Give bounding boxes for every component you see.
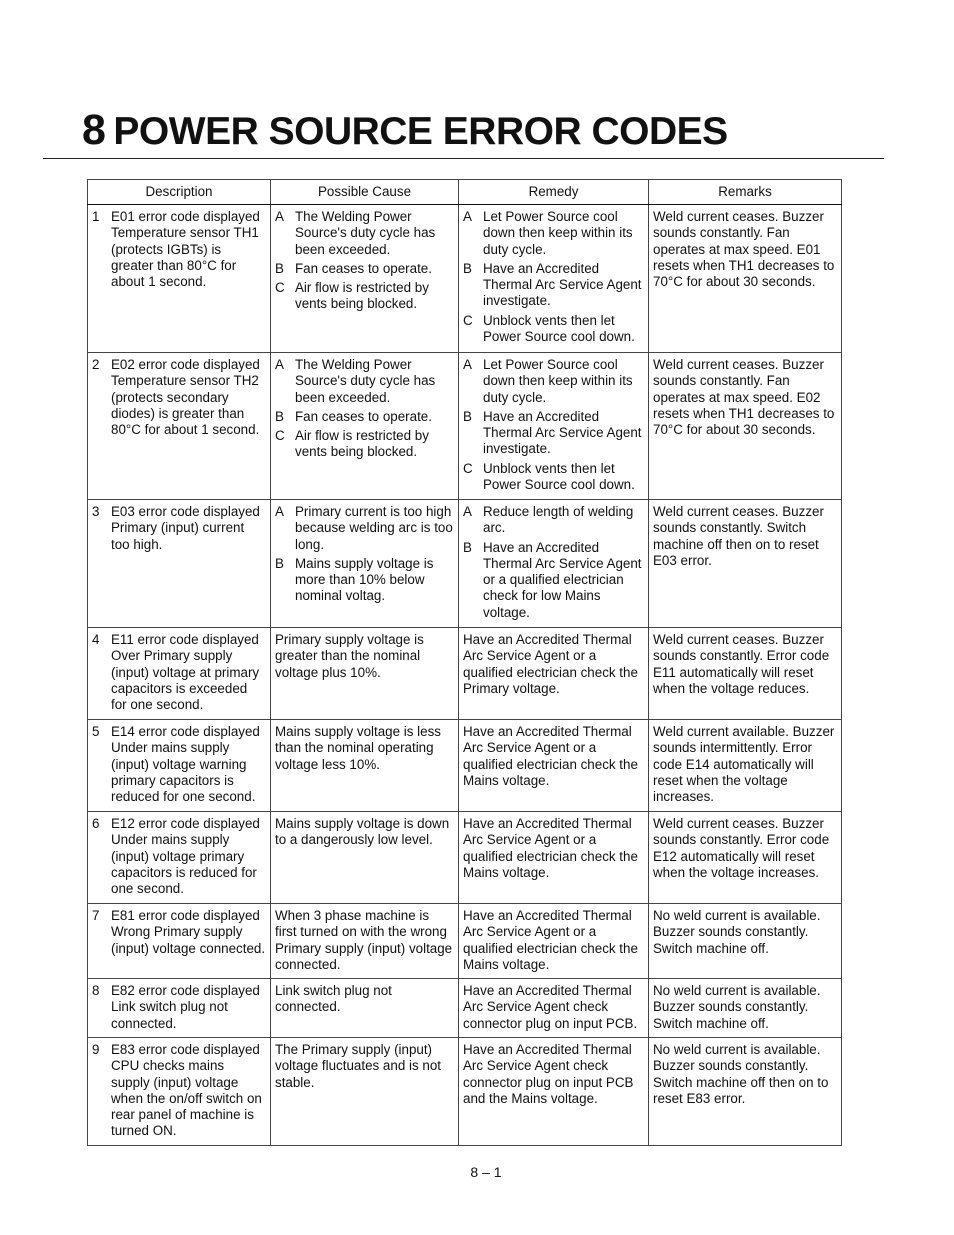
- remarks-text: Weld current ceases. Buzzer sounds constantly. Fan operates at max speed. E01 resets when TH1 decreases to 70°C for about 30 seconds.: [653, 209, 835, 290]
- heading-rule: [43, 158, 884, 159]
- remedy-cell: [459, 353, 649, 500]
- cause-cell: [271, 812, 459, 904]
- remedy-cell: [459, 205, 649, 353]
- row-number: 5: [92, 724, 100, 739]
- header-description: Description: [88, 180, 271, 205]
- table-row: [88, 812, 842, 904]
- item-letter: A: [275, 209, 284, 224]
- remedy-item: [463, 409, 644, 458]
- description-text: E01 error code displayed Temperature sensor TH1 (protects IGBTs) is greater than 80°C for about 1 second.: [111, 209, 260, 290]
- table-row: [88, 628, 842, 720]
- item-letter: A: [463, 504, 472, 519]
- description-cell: [88, 979, 271, 1038]
- row-number: 6: [92, 816, 100, 831]
- table-row: [88, 904, 842, 979]
- item-letter: C: [275, 280, 285, 296]
- item-text: Fan ceases to operate.: [295, 408, 432, 424]
- remedy-cell: [459, 500, 649, 628]
- remedy-cell: [459, 904, 649, 979]
- description-text: E82 error code displayed Link switch plug not connected.: [111, 983, 260, 1031]
- page-title: [82, 104, 728, 158]
- item-letter: B: [275, 260, 284, 276]
- row-number: 8: [92, 983, 100, 998]
- item-text: Unblock vents then let Power Source cool down.: [483, 312, 635, 345]
- remarks-cell: [649, 500, 842, 628]
- description-cell: [88, 353, 271, 500]
- table-row: [88, 979, 842, 1038]
- cause-text: Mains supply voltage is down to a dangerously low level.: [275, 816, 450, 848]
- item-letter: C: [463, 460, 473, 476]
- cause-item: [275, 357, 454, 406]
- remarks-cell: [649, 1038, 842, 1146]
- row-number: 1: [92, 209, 100, 224]
- table-row: [88, 720, 842, 812]
- item-letter: A: [463, 357, 472, 372]
- remedy-item: [463, 313, 644, 346]
- description-text: E83 error code displayed CPU checks mains supply (input) voltage when the on/off switch on rear panel of machine is turned ON.: [111, 1042, 262, 1139]
- item-text: The Welding Power Source's duty cycle has been exceeded.: [295, 209, 436, 257]
- remarks-text: Weld current available. Buzzer sounds intermittently. Error code E14 automatically will reset when the voltage increases.: [653, 724, 835, 805]
- description-cell: [88, 1038, 271, 1146]
- cause-text: Primary supply voltage is greater than the nominal voltage plus 10%.: [275, 632, 424, 680]
- item-text: Have an Accredited Thermal Arc Service Agent investigate.: [483, 408, 642, 457]
- remedy-cell: [459, 720, 649, 812]
- description-cell: [88, 720, 271, 812]
- row-number: 3: [92, 504, 100, 519]
- cause-text: Mains supply voltage is less than the nominal operating voltage less 10%.: [275, 724, 441, 772]
- header-remarks: Remarks: [649, 180, 842, 205]
- page-footer: [0, 1164, 954, 1180]
- item-text: Primary current is too high because welding arc is too long.: [295, 504, 453, 552]
- item-letter: B: [463, 539, 472, 555]
- remarks-text: Weld current ceases. Buzzer sounds constantly. Error code E11 automatically will reset when the voltage reduces.: [653, 632, 830, 696]
- remarks-text: Weld current ceases. Buzzer sounds constantly. Error code E12 automatically will reset when the voltage increases.: [653, 816, 830, 880]
- remedy-item: [463, 209, 644, 258]
- remarks-cell: [649, 904, 842, 979]
- item-letter: B: [463, 260, 472, 276]
- cause-item: [275, 261, 454, 277]
- remedy-cell: [459, 628, 649, 720]
- remedy-text: Have an Accredited Thermal Arc Service Agent or a qualified electrician check the Mains voltage.: [463, 908, 638, 972]
- description-cell: [88, 205, 271, 353]
- cause-item: [275, 409, 454, 425]
- cause-text: The Primary supply (input) voltage fluctuates and is not stable.: [275, 1042, 442, 1090]
- remedy-text: Have an Accredited Thermal Arc Service Agent check connector plug on input PCB and the Mains voltage.: [463, 1042, 634, 1106]
- cause-item: [275, 280, 454, 313]
- item-text: Have an Accredited Thermal Arc Service Agent investigate.: [483, 260, 642, 309]
- cause-cell: [271, 904, 459, 979]
- remarks-text: No weld current is available. Buzzer sounds constantly. Switch machine off.: [653, 908, 821, 956]
- item-text: Let Power Source cool down then keep within its duty cycle.: [483, 357, 633, 405]
- item-letter: A: [275, 504, 284, 519]
- table-row: [88, 205, 842, 353]
- remarks-cell: [649, 979, 842, 1038]
- section-title: POWER SOURCE ERROR CODES: [113, 110, 728, 153]
- section-number: 8: [82, 106, 106, 154]
- cause-cell: [271, 1038, 459, 1146]
- cause-item: [275, 504, 454, 553]
- description-text: E03 error code displayed Primary (input) current too high.: [111, 504, 260, 552]
- item-text: Have an Accredited Thermal Arc Service Agent or a qualified electrician check for low Mains voltage.: [483, 539, 642, 620]
- remarks-text: Weld current ceases. Buzzer sounds constantly. Fan operates at max speed. E02 resets when TH1 decreases to 70°C for about 30 seconds.: [653, 357, 835, 438]
- cause-cell: [271, 353, 459, 500]
- remedy-cell: [459, 979, 649, 1038]
- remarks-cell: [649, 812, 842, 904]
- cause-item: [275, 556, 454, 605]
- description-cell: [88, 812, 271, 904]
- header-remedy: Remedy: [459, 180, 649, 205]
- remedy-cell: [459, 1038, 649, 1146]
- item-text: Unblock vents then let Power Source cool down.: [483, 460, 635, 493]
- description-text: E11 error code displayed Over Primary supply (input) voltage at primary capacitors is exceeded for one second.: [111, 632, 260, 713]
- remedy-item: [463, 261, 644, 310]
- remedy-item: [463, 357, 644, 406]
- item-text: Mains supply voltage is more than 10% below nominal voltag.: [295, 555, 434, 604]
- table-row: [88, 353, 842, 500]
- remedy-text: Have an Accredited Thermal Arc Service Agent check connector plug on input PCB.: [463, 983, 638, 1031]
- table-header-row: [88, 180, 842, 205]
- description-cell: [88, 500, 271, 628]
- remarks-cell: [649, 628, 842, 720]
- item-letter: B: [463, 408, 472, 424]
- description-text: E12 error code displayed Under mains supply (input) voltage primary capacitors is reduced for one second.: [111, 816, 260, 897]
- table-row: [88, 500, 842, 628]
- item-text: Fan ceases to operate.: [295, 260, 432, 276]
- description-text: E81 error code displayed Wrong Primary supply (input) voltage connected.: [111, 908, 266, 956]
- remedy-text: Have an Accredited Thermal Arc Service Agent or a qualified electrician check the Mains voltage.: [463, 724, 638, 788]
- item-text: Let Power Source cool down then keep within its duty cycle.: [483, 209, 633, 257]
- description-cell: [88, 904, 271, 979]
- page-number: 8 – 1: [470, 1164, 502, 1180]
- item-text: The Welding Power Source's duty cycle has been exceeded.: [295, 357, 436, 405]
- remedy-item: [463, 461, 644, 494]
- item-letter: C: [275, 428, 285, 444]
- item-text: Air flow is restricted by vents being blocked.: [295, 428, 429, 460]
- remarks-text: No weld current is available. Buzzer sounds constantly. Switch machine off.: [653, 983, 821, 1031]
- item-letter: A: [463, 209, 472, 224]
- cause-cell: [271, 979, 459, 1038]
- item-letter: C: [463, 312, 473, 328]
- cause-cell: [271, 500, 459, 628]
- remedy-text: Have an Accredited Thermal Arc Service Agent or a qualified electrician check the Primary voltage.: [463, 632, 638, 696]
- cause-item: [275, 209, 454, 258]
- item-text: Air flow is restricted by vents being blocked.: [295, 280, 429, 312]
- remedy-cell: [459, 812, 649, 904]
- remarks-cell: [649, 353, 842, 500]
- remarks-text: No weld current is available. Buzzer sounds constantly. Switch machine off then on to reset E83 error.: [653, 1042, 829, 1106]
- item-letter: A: [275, 357, 284, 372]
- description-text: E14 error code displayed Under mains supply (input) voltage warning primary capacitors is reduced for one second.: [111, 724, 260, 805]
- remarks-text: Weld current ceases. Buzzer sounds constantly. Switch machine off then on to reset E03 error.: [653, 504, 824, 568]
- header-possible-cause: Possible Cause: [271, 180, 459, 205]
- table-row: [88, 1038, 842, 1146]
- error-codes-table: [87, 179, 842, 1146]
- description-text: E02 error code displayed Temperature sensor TH2 (protects secondary diodes) is greater than 80°C for about 1 second.: [111, 357, 260, 438]
- remedy-text: Have an Accredited Thermal Arc Service Agent or a qualified electrician check the Mains voltage.: [463, 816, 638, 880]
- row-number: 4: [92, 632, 100, 647]
- remarks-cell: [649, 720, 842, 812]
- item-letter: B: [275, 408, 284, 424]
- cause-cell: [271, 628, 459, 720]
- item-text: Reduce length of welding arc.: [483, 504, 634, 536]
- cause-text: Link switch plug not connected.: [275, 983, 392, 1015]
- cause-text: When 3 phase machine is first turned on with the wrong Primary supply (input) voltage connected.: [275, 908, 453, 972]
- remedy-item: [463, 540, 644, 621]
- remedy-item: [463, 504, 644, 537]
- description-cell: [88, 628, 271, 720]
- cause-cell: [271, 720, 459, 812]
- item-letter: B: [275, 555, 284, 571]
- row-number: 2: [92, 357, 100, 372]
- cause-item: [275, 428, 454, 461]
- remarks-cell: [649, 205, 842, 353]
- cause-cell: [271, 205, 459, 353]
- row-number: 7: [92, 908, 100, 923]
- row-number: 9: [92, 1042, 100, 1057]
